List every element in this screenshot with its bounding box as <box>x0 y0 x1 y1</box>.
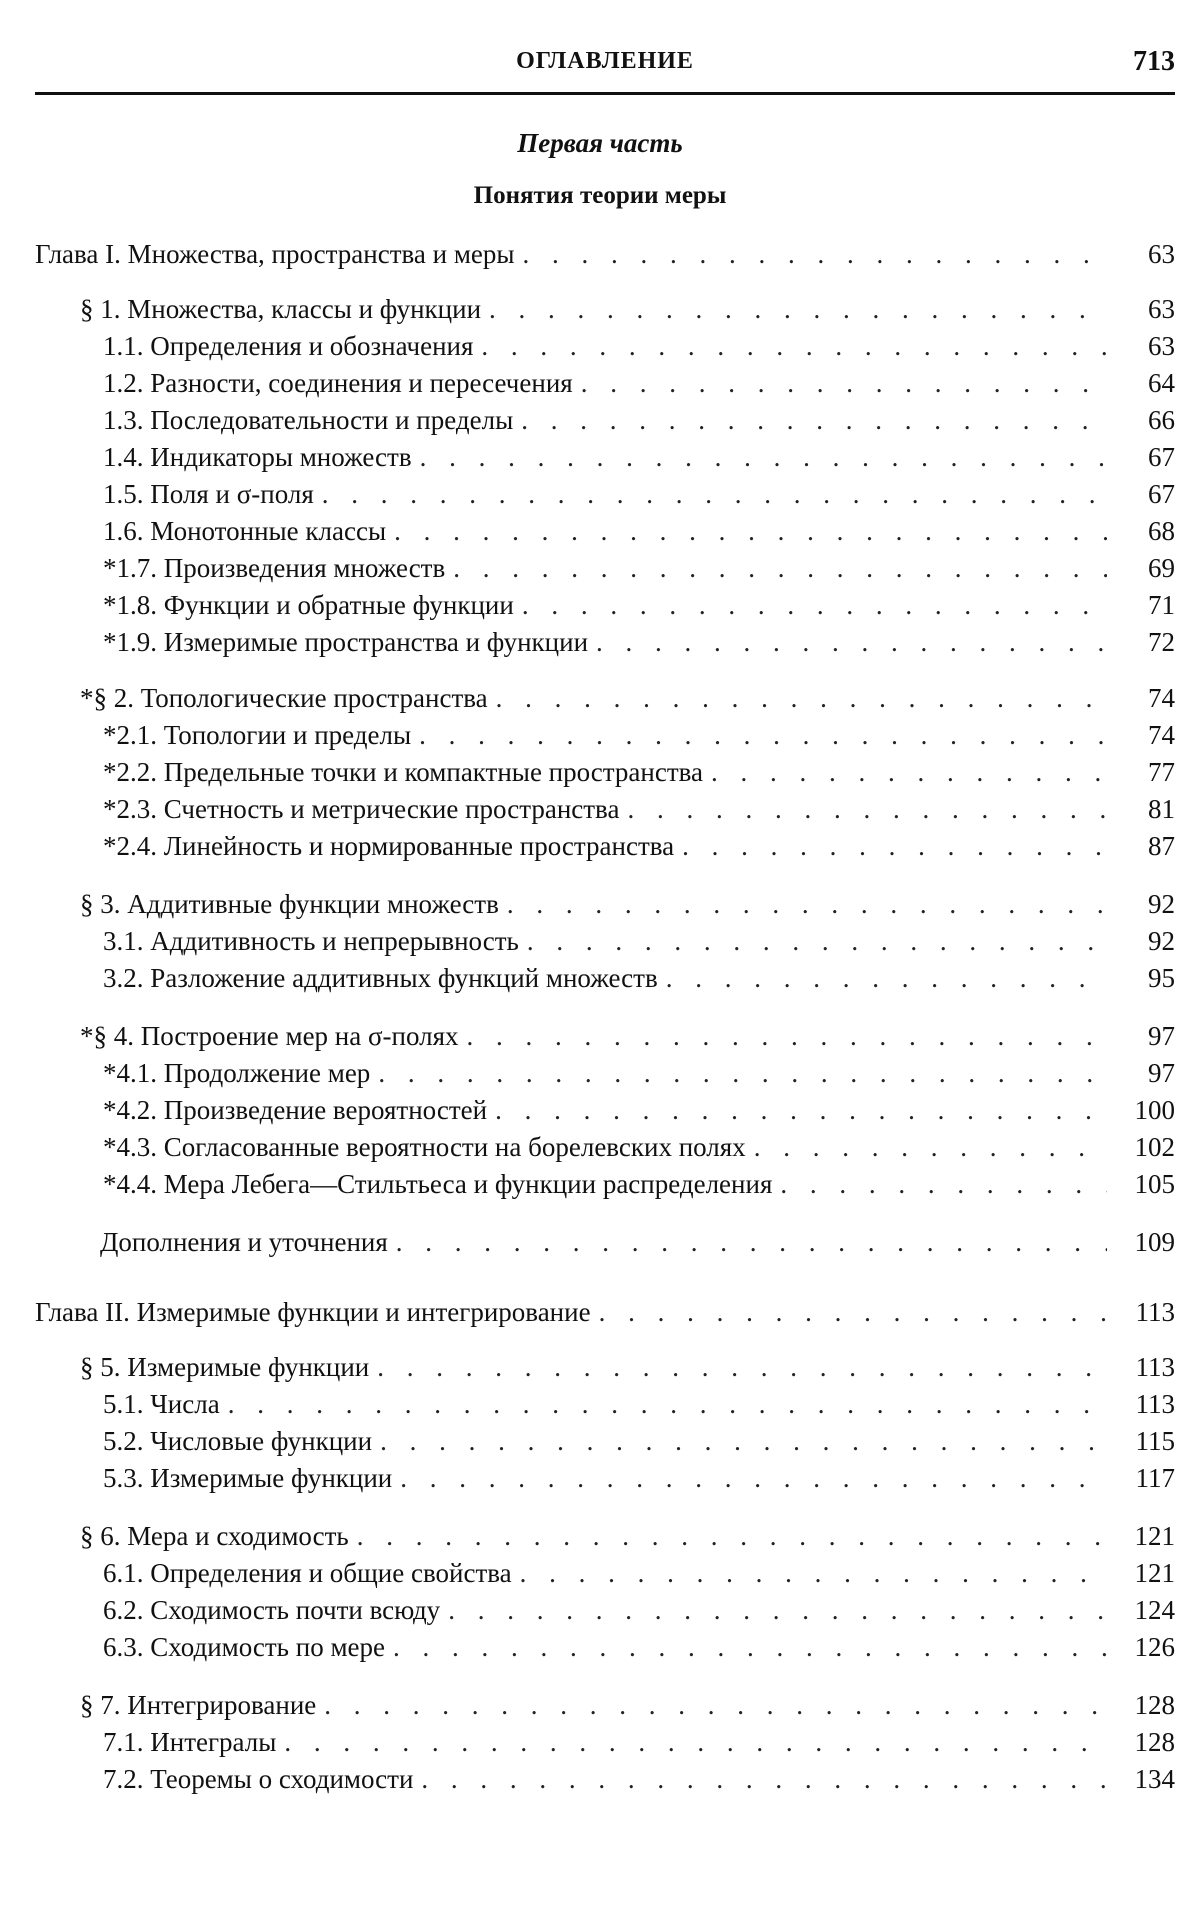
toc-entry-page-number: 87 <box>1148 831 1175 861</box>
toc-entry-page-number: 92 <box>1148 889 1175 919</box>
toc-entry-title: 1.6. Монотонные классы <box>103 516 387 546</box>
toc-entry-page-number: 128 <box>1134 1727 1175 1757</box>
dot-leader <box>284 1724 1107 1760</box>
dot-leader <box>666 960 1107 996</box>
dot-leader <box>357 1518 1107 1554</box>
toc-entry-section <box>80 1349 1175 1385</box>
toc-entry-page-number: 113 <box>1135 1389 1175 1419</box>
toc-entry-title: 3.1. Аддитивность и непрерывность <box>103 926 519 956</box>
toc-entry-page-number: 115 <box>1135 1426 1175 1456</box>
dot-leader <box>522 587 1107 623</box>
part-title: Первая часть <box>517 128 683 158</box>
toc-entry-page-number: 71 <box>1148 590 1175 620</box>
toc-entry-section <box>80 1018 1175 1054</box>
toc-entry-item <box>103 439 1175 475</box>
toc-entry-title: 1.5. Поля и σ-поля <box>103 479 314 509</box>
toc-entry-item <box>103 587 1175 623</box>
toc-entry-title: § 6. Мера и сходимость <box>80 1521 349 1551</box>
dot-leader <box>527 923 1107 959</box>
toc-entry-title: 5.3. Измеримые функции <box>103 1463 393 1493</box>
toc-entry-title: § 7. Интегрирование <box>80 1690 317 1720</box>
toc-entry-page-number: 105 <box>1134 1169 1175 1199</box>
toc-entry-page-number: 121 <box>1134 1558 1175 1588</box>
toc-entry-page-number: 113 <box>1135 1352 1175 1382</box>
toc-entry-page-number: 63 <box>1148 331 1175 361</box>
running-title: ОГЛАВЛЕНИЕ <box>516 48 694 74</box>
toc-entry-chapter <box>35 1294 1175 1330</box>
dot-leader <box>496 680 1107 716</box>
toc-entry-section <box>80 1518 1175 1554</box>
toc-entry-page-number: 121 <box>1134 1521 1175 1551</box>
dot-leader <box>324 1687 1107 1723</box>
toc-entry-item <box>103 513 1175 549</box>
dot-leader <box>377 1349 1107 1385</box>
toc-entry-page-number: 109 <box>1134 1227 1175 1257</box>
dot-leader <box>322 476 1107 512</box>
dot-leader <box>780 1166 1107 1202</box>
toc-entry-title: *4.2. Произведение вероятностей <box>103 1095 488 1125</box>
dot-leader <box>419 717 1107 753</box>
part-subtitle: Понятия теории меры <box>473 182 727 209</box>
toc-entry-title: 5.2. Числовые функции <box>103 1426 373 1456</box>
toc-entry-title: 1.3. Последовательности и пределы <box>103 405 514 435</box>
dot-leader <box>682 828 1107 864</box>
toc-entry-title: Глава I. Множества, пространства и меры <box>35 239 515 269</box>
toc-entry-item <box>103 1423 1175 1459</box>
toc-entry-page-number: 72 <box>1148 627 1175 657</box>
toc-entry-item <box>103 1166 1175 1202</box>
dot-leader <box>711 754 1107 790</box>
toc-entry-title: *§ 2. Топологические пространства <box>80 683 488 713</box>
dot-leader <box>754 1129 1107 1165</box>
toc-entry-title: Дополнения и уточнения <box>100 1227 388 1257</box>
dot-leader <box>495 1092 1107 1128</box>
toc-entry-item <box>103 1092 1175 1128</box>
toc-entry-title: *§ 4. Построение мер на σ-полях <box>80 1021 459 1051</box>
toc-entry-page-number: 134 <box>1134 1764 1175 1794</box>
toc-entry-page-number: 97 <box>1148 1058 1175 1088</box>
toc-entry-page-number: 67 <box>1148 479 1175 509</box>
toc-entry-extra <box>100 1224 1175 1260</box>
dot-leader <box>394 513 1107 549</box>
toc-entry-section <box>80 886 1175 922</box>
toc-entry-section <box>80 1687 1175 1723</box>
toc-entry-page-number: 97 <box>1148 1021 1175 1051</box>
toc-entry-title: *2.2. Предельные точки и компактные пространства <box>103 757 704 787</box>
toc-entry-item <box>103 402 1175 438</box>
page-number: 713 <box>1133 46 1175 77</box>
toc-entry-item <box>103 550 1175 586</box>
dot-leader <box>393 1629 1107 1665</box>
toc-entry-item <box>103 476 1175 512</box>
toc-entry-item <box>103 828 1175 864</box>
toc-entry-title: *1.9. Измеримые пространства и функции <box>103 627 589 657</box>
dot-leader <box>481 328 1107 364</box>
toc-entry-page-number: 81 <box>1148 794 1175 824</box>
toc-entry-item <box>103 1386 1175 1422</box>
toc-entry-item <box>103 1460 1175 1496</box>
toc-entry-section <box>80 680 1175 716</box>
toc-entry-page-number: 100 <box>1134 1095 1175 1125</box>
dot-leader <box>228 1386 1107 1422</box>
toc-entry-page-number: 95 <box>1148 963 1175 993</box>
toc-entry-page-number: 66 <box>1148 405 1175 435</box>
dot-leader <box>581 365 1107 401</box>
toc-entry-item <box>103 960 1175 996</box>
toc-entry-page-number: 74 <box>1148 720 1175 750</box>
dot-leader <box>420 439 1107 475</box>
dot-leader <box>507 886 1107 922</box>
toc-entry-item <box>103 1761 1175 1797</box>
toc-entry-title: 1.1. Определения и обозначения <box>103 331 474 361</box>
toc-entry-title: 6.3. Сходимость по мере <box>103 1632 385 1662</box>
toc-entry-title: 6.1. Определения и общие свойства <box>103 1558 512 1588</box>
toc-entry-item <box>103 923 1175 959</box>
toc-entry-item <box>103 717 1175 753</box>
toc-entry-item <box>103 1592 1175 1628</box>
toc-entry-title: *1.8. Функции и обратные функции <box>103 590 514 620</box>
dot-leader <box>400 1460 1107 1496</box>
toc-entry-title: 1.4. Индикаторы множеств <box>103 442 412 472</box>
dot-leader <box>378 1055 1107 1091</box>
toc-entry-title: 3.2. Разложение аддитивных функций множеств <box>103 963 658 993</box>
dot-leader <box>421 1761 1107 1797</box>
toc-entry-item <box>103 1555 1175 1591</box>
toc-entry-title: *4.1. Продолжение мер <box>103 1058 371 1088</box>
toc-entry-item <box>103 365 1175 401</box>
dot-leader <box>521 402 1107 438</box>
toc-entry-item <box>103 624 1175 660</box>
dot-leader <box>599 1294 1107 1330</box>
toc-entry-title: *2.3. Счетность и метрические пространства <box>103 794 620 824</box>
toc-entry-item <box>103 1629 1175 1665</box>
toc-entry-page-number: 126 <box>1134 1632 1175 1662</box>
dot-leader <box>396 1224 1107 1260</box>
toc-entry-page-number: 113 <box>1135 1297 1175 1327</box>
dot-leader <box>523 236 1107 272</box>
toc-entry-title: 7.2. Теоремы о сходимости <box>103 1764 414 1794</box>
toc-entry-item <box>103 328 1175 364</box>
dot-leader <box>520 1555 1107 1591</box>
toc-entry-title: § 3. Аддитивные функции множеств <box>80 889 499 919</box>
toc-entry-page-number: 92 <box>1148 926 1175 956</box>
toc-entry-section <box>80 291 1175 327</box>
toc-entry-page-number: 102 <box>1134 1132 1175 1162</box>
toc-entry-item <box>103 1055 1175 1091</box>
toc-entry-page-number: 128 <box>1134 1690 1175 1720</box>
toc-entry-title: § 1. Множества, классы и функции <box>80 294 482 324</box>
toc-entry-title: *4.4. Мера Лебега—Стильтьеса и функции распределения <box>103 1169 773 1199</box>
toc-entry-title: *4.3. Согласованные вероятности на борелевских полях <box>103 1132 746 1162</box>
dot-leader <box>627 791 1107 827</box>
toc-entry-page-number: 117 <box>1135 1463 1175 1493</box>
toc-entry-title: *2.4. Линейность и нормированные пространства <box>103 831 675 861</box>
dot-leader <box>467 1018 1107 1054</box>
dot-leader <box>453 550 1107 586</box>
toc-entry-page-number: 63 <box>1148 294 1175 324</box>
toc-entry-title: *1.7. Произведения множеств <box>103 553 446 583</box>
dot-leader <box>596 624 1107 660</box>
toc-entry-chapter <box>35 236 1175 272</box>
toc-entry-page-number: 64 <box>1148 368 1175 398</box>
toc-entry-item <box>103 1129 1175 1165</box>
dot-leader <box>448 1592 1107 1628</box>
toc-entry-title: 6.2. Сходимость почти всюду <box>103 1595 441 1625</box>
toc-entry-page-number: 63 <box>1148 239 1175 269</box>
toc-entry-page-number: 74 <box>1148 683 1175 713</box>
dot-leader <box>489 291 1107 327</box>
toc-entry-title: *2.1. Топологии и пределы <box>103 720 412 750</box>
toc-entry-page-number: 67 <box>1148 442 1175 472</box>
toc-entry-item <box>103 754 1175 790</box>
toc-entry-title: 5.1. Числа <box>103 1389 220 1419</box>
toc-entry-page-number: 77 <box>1148 757 1175 787</box>
toc-entry-item <box>103 1724 1175 1760</box>
toc-entry-title: 1.2. Разности, соединения и пересечения <box>103 368 573 398</box>
toc-entry-page-number: 69 <box>1148 553 1175 583</box>
toc-entry-page-number: 68 <box>1148 516 1175 546</box>
toc-entry-title: § 5. Измеримые функции <box>80 1352 370 1382</box>
toc-entry-item <box>103 791 1175 827</box>
toc-entry-title: Глава II. Измеримые функции и интегрирование <box>35 1297 591 1327</box>
dot-leader <box>380 1423 1107 1459</box>
toc-entry-page-number: 124 <box>1134 1595 1175 1625</box>
toc-entry-title: 7.1. Интегралы <box>103 1727 277 1757</box>
